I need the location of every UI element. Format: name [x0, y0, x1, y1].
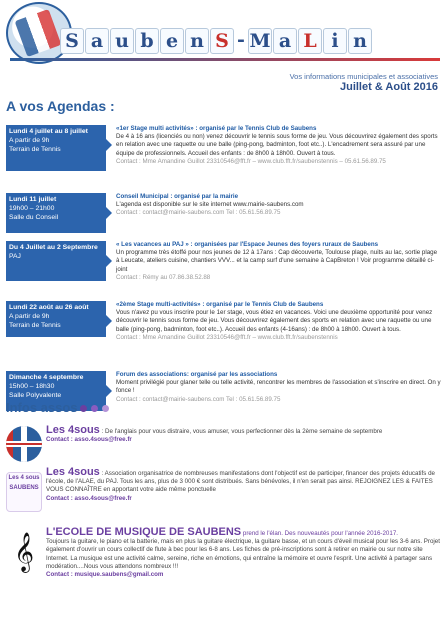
event-date-box: [6, 125, 106, 171]
logo-letter: M: [249, 30, 271, 52]
treble-clef-icon: 𝄞: [13, 532, 35, 572]
event-date-box: [6, 241, 106, 281]
event-details: [116, 301, 442, 342]
asso-item: [0, 424, 448, 464]
asso-contact[interactable]: Contact : musique.saubens@gmail.com: [46, 571, 164, 579]
asso-name: L'ECOLE DE MUSIQUE DE SAUBENS: [46, 526, 242, 538]
logo-letter: L: [298, 28, 322, 54]
event-title: Forum des associations:: [116, 371, 189, 378]
logo-letter: a: [85, 28, 109, 54]
event-text: Un programme très étoffé pour nos jeunes de 12 à 17ans : Cap découverte, Toulouse plage, nuits au lac, sortie plage à Leucate, ateliers cuisine, chantiers VVV... et la camp surf d'une semaine à CapBreton ! Voir programme détaillé ci-joint: [116, 249, 438, 273]
event-contact[interactable]: Contact : contact@mairie-saubens.com Tel : 05.61.56.89.75: [116, 395, 281, 403]
event-details: [116, 241, 442, 282]
event-date: Lundi 4 juillet au 8 juillet: [9, 128, 88, 135]
logo-letter: n: [348, 28, 372, 54]
event-title: «2ème Stage multi-activités» :: [116, 301, 205, 308]
dot-icon: [102, 405, 109, 412]
arrow-icon: [106, 315, 112, 327]
agenda-title: A vos Agendas :: [6, 98, 115, 114]
logo-letter: b: [135, 28, 159, 54]
asso-intro: prend le l'élan. Des nouveautés pour l'année 2016-2017.: [242, 530, 398, 537]
dot-icon: [80, 405, 87, 412]
flag-icon: [15, 9, 62, 57]
event-organizer: organisé par les associations: [190, 371, 278, 378]
event-organizer: organisé par le Tennis Club de Saubens: [199, 125, 317, 132]
event-contact[interactable]: Contact : Mme Amandine Guillot 23310546@fft.fr – www.club.fft.fr/saubenstennis: [116, 333, 338, 341]
les-4-sous-logo: Les 4 sous SAUBENS: [6, 472, 42, 512]
tagline: Vos informations municipales et associatives: [289, 72, 438, 81]
arrow-icon: [106, 207, 112, 219]
event-text: Moment privilégié pour glaner telle ou telle activité, rencontrer les membres de l'association et s'inscrire en direct. On y fonce !: [116, 379, 441, 395]
event-place: Terrain de Tennis: [9, 145, 61, 153]
event-title: «1er Stage multi activités» :: [116, 125, 198, 132]
event-contact[interactable]: Contact : Mme Amandine Guillot 23310546@fft.fr – www.club.fft.fr/saubenstennis – 05.61.56.89.75: [116, 157, 386, 165]
event-text: Vous n'avez pu vous inscrire pour le 1er stage, vous étiez en vacances. Voici une deuxième opportunité pour venez découvrir le tennis sous forme de jeu. Vous découvrirez également des sports en relation avec une raquette ou une balle (ping-pong, badminton, foot etc..). Accueil des enfants (4-16ans) : de 8h00 à 18h00. Ouvert à tous.: [116, 309, 433, 333]
event-date-box: [6, 301, 106, 337]
asso-item: [0, 466, 448, 524]
event-time: A partir de 9h: [9, 312, 50, 320]
asso-details: [46, 426, 442, 444]
event-time: 15h00 – 18h30: [9, 382, 55, 390]
logo-letter: u: [110, 28, 134, 54]
asso-text: Toujours la guitare, le piano et la batterie, mais en plus la guitare électrique, la guitare basse, et un cours d'éveil musical pour les 3-6 ans. Projet également d'ouvrir un cours collectif de flute à bec pour les 6-8 ans. Les fiches de pré-inscriptions sont à retirer en mairie ou sur notre site Internet. La musique est une activité calme, sereine, riche en émotions, qui entraîne la mémoire et ouvre l'esprit. Une activité à partager sans modération....Nous vous attendons nombreux !!!: [46, 538, 440, 570]
event-contact[interactable]: Contact : contact@mairie-saubens.com Tel : 05.61.56.89.75: [116, 209, 281, 217]
event-place: PAJ: [9, 252, 21, 260]
logo-letter: i: [323, 28, 347, 54]
event-date: Dimanche 4 septembre: [9, 374, 84, 381]
agenda-event: [6, 297, 442, 367]
event-details: [116, 193, 442, 218]
event-text: L'agenda est disponible sur le site internet www.mairie-saubens.com: [116, 201, 304, 209]
event-details: [116, 371, 442, 404]
event-title: Conseil Municipal :: [116, 193, 173, 200]
event-organizer: organisé par le Tennis Club de Saubens: [206, 301, 324, 308]
event-date: Lundi 11 juillet: [9, 196, 57, 203]
asso-contact[interactable]: Contact : asso.4sous@free.fr: [46, 494, 132, 502]
infos-title: Infos assos: [6, 400, 78, 415]
asso-name: Les 4sous: [46, 466, 100, 478]
arrow-icon: [106, 255, 112, 267]
logo-letter: n: [185, 28, 209, 54]
agenda-event: [6, 121, 442, 189]
logo-letter: a: [273, 28, 297, 54]
logo-letter: e: [160, 28, 184, 54]
masthead: [0, 0, 448, 93]
asso-text: : Association organisatrice de nombreuses manifestations dont l'objectif est de participer, financer des projets éducatifs de l'école, de l'ALAE, du PAJ. Tous les ans, plus de 3 000 € sont distribués. Sans bénévoles, il n'en serait pas ainsi. REJOIGNEZ LES & FAITES VOUS CONNAÎTRE en apportant votre aide même ponctuelle: [46, 470, 435, 494]
event-text: De 4 à 16 ans (licenciés ou non) venez découvrir le tennis sous forme de jeu. Vous découvrirez également des sports en relation avec une raquette ou une balle (ping-pong, badminton, foot etc..). L'encadrement sera assuré par une équipe de professionnels. Accueil des enfants : de 8h00 à 18h00. Ouvert à tous.: [116, 133, 438, 157]
header-divider: [10, 58, 440, 61]
asso-details: [46, 468, 442, 503]
logo-letter: -: [237, 29, 245, 51]
event-date-box: [6, 193, 106, 233]
asso-text: : De l'anglais pour vous distraire, vous amuser, vous perfectionner dès la 2ème semaine de septembre: [101, 428, 383, 435]
asso-contact[interactable]: Contact : asso.4sous@free.fr: [46, 436, 132, 444]
decorative-dots: [80, 405, 109, 412]
agenda-event: [6, 237, 442, 297]
asso-details: [46, 528, 442, 579]
event-date: Du 4 Juillet au 2 Septembre: [9, 244, 98, 251]
arrow-icon: [106, 139, 112, 151]
logo-title: [60, 28, 372, 54]
event-time: A partir de 9h: [9, 136, 50, 144]
uk-flag-icon: [6, 426, 42, 462]
arrow-icon: [106, 385, 112, 397]
event-place: Salle du Conseil: [9, 213, 59, 221]
dot-icon: [91, 405, 98, 412]
logo-letter: S: [60, 28, 84, 54]
event-organizer: organisé par la mairie: [174, 193, 239, 200]
event-title: « Les vacances au PAJ » :: [116, 241, 193, 248]
event-time: 19h00 – 21h00: [9, 204, 55, 212]
event-place: Terrain de Tennis: [9, 321, 61, 329]
logo-letter: S: [210, 28, 234, 54]
event-details: [116, 125, 442, 166]
event-date: Lundi 22 août au 26 août: [9, 304, 89, 311]
issue-date: Juillet & Août 2016: [339, 81, 438, 93]
agenda-event: [6, 189, 442, 237]
agenda-list: [6, 121, 442, 417]
asso-item: [0, 526, 448, 626]
asso-name: Les 4sous: [46, 424, 100, 436]
event-organizer: organisées par l'Espace Jeunes des foyers ruraux de Saubens: [194, 241, 379, 248]
event-place: Salle Polyvalente: [9, 391, 62, 399]
event-contact[interactable]: Contact : Rémy au 07.86.38.52.88: [116, 273, 211, 281]
